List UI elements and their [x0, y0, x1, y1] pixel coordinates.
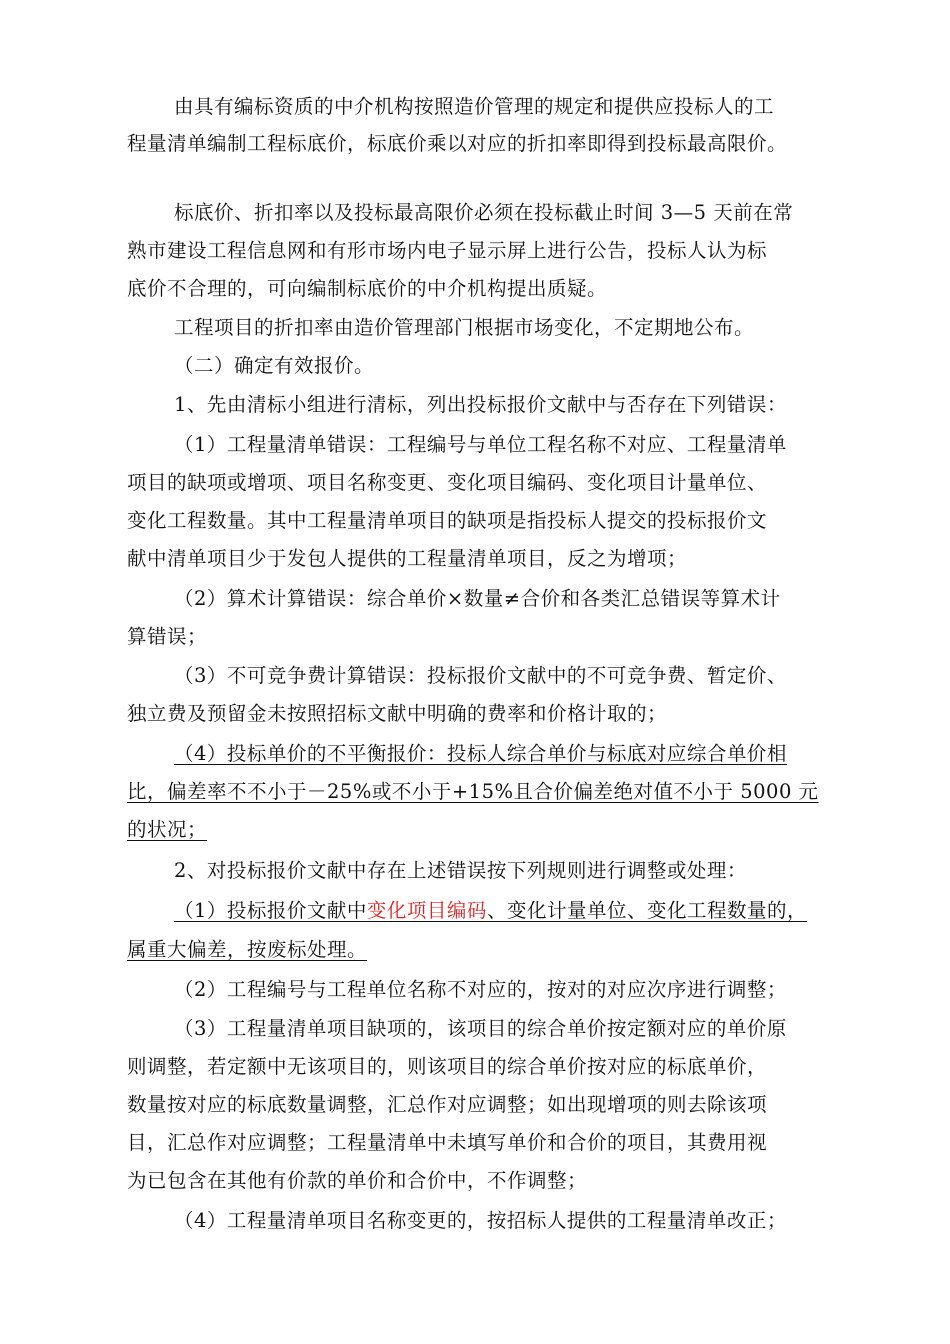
paragraph-line: （1）工程量清单错误：工程编号与单位工程名称不对应、工程量清单	[174, 433, 787, 456]
paragraph-line: 献中清单项目少于发包人提供的工程量清单项目，反之为增项；	[127, 547, 688, 570]
line-segment: 、变化计量单位、变化工程数量的，	[486, 899, 807, 922]
section-heading: （二）确定有效报价。	[174, 354, 375, 377]
paragraph-line: 数量按对应的标底数量调整，汇总作对应调整；如出现增项的则去除该项	[127, 1093, 768, 1116]
underlined-line	[174, 897, 807, 925]
paragraph-line: 算错误；	[127, 625, 208, 648]
red-highlight-text: 变化项目编码	[366, 899, 487, 922]
paragraph-line: 底价不合理的，可向编制标底价的中介机构提出质疑。	[127, 277, 608, 300]
paragraph-line: 标底价、折扣率以及投标最高限价必须在投标截止时间 3—5 天前在常	[174, 201, 794, 224]
paragraph-line: 项目的缺项或增项、项目名称变更、变化项目编码、变化项目计量单位、	[127, 471, 768, 494]
paragraph-line: 则调整，若定额中无该项目的，则该项目的综合单价按对应的标底单价，	[127, 1055, 768, 1078]
underlined-line: 比，偏差率不不小于－25%或不小于+15%且合价偏差绝对值不小于 5000 元	[127, 780, 819, 803]
paragraph-line: 程量清单编制工程标底价，标底价乘以对应的折扣率即得到投标最高限价。	[127, 132, 788, 155]
paragraph-line: 目，汇总作对应调整；工程量清单中未填写单价和合价的项目，其费用视	[127, 1131, 768, 1154]
paragraph-line: 2、对投标报价文献中存在上述错误按下列规则进行调整或处理：	[174, 859, 747, 882]
paragraph-line: （2）算术计算错误：综合单价×数量≠合价和各类汇总错误等算术计	[174, 587, 781, 610]
paragraph-line: 工程项目的折扣率由造价管理部门根据市场变化，不定期地公布。	[174, 316, 755, 339]
paragraph-line: （3）工程量清单项目缺项的，该项目的综合单价按定额对应的单价原	[174, 1017, 787, 1040]
paragraph-line: 熟市建设工程信息网和有形市场内电子显示屏上进行公告，投标人认为标	[127, 239, 768, 262]
underlined-line: 的状况；	[127, 818, 208, 841]
paragraph-line: 为已包含在其他有价款的单价和合价中，不作调整；	[127, 1169, 588, 1192]
underlined-line: （4）投标单价的不平衡报价：投标人综合单价与标底对应综合单价相	[174, 742, 787, 765]
paragraph-line: （4）工程量清单项目名称变更的，按招标人提供的工程量清单改正；	[174, 1209, 787, 1232]
paragraph-line: （2）工程编号与工程单位名称不对应的，按对的对应次序进行调整；	[174, 978, 787, 1001]
line-segment: （1）投标报价文献中	[174, 899, 367, 922]
paragraph-line: 由具有编标资质的中介机构按照造价管理的规定和提供应投标人的工	[174, 95, 775, 118]
underlined-line: 属重大偏差，按废标处理。	[127, 938, 368, 961]
paragraph-line: 独立费及预留金未按照招标文献中明确的费率和价格计取的；	[127, 702, 668, 725]
paragraph-line: 1、先由清标小组进行清标，列出投标报价文献中与否存在下列错误：	[174, 393, 787, 416]
paragraph-line: 变化工程数量。其中工程量清单项目的缺项是指投标人提交的投标报价文	[127, 509, 768, 532]
paragraph-line: （3）不可竞争费计算错误：投标报价文献中的不可竞争费、暂定价、	[174, 664, 787, 687]
